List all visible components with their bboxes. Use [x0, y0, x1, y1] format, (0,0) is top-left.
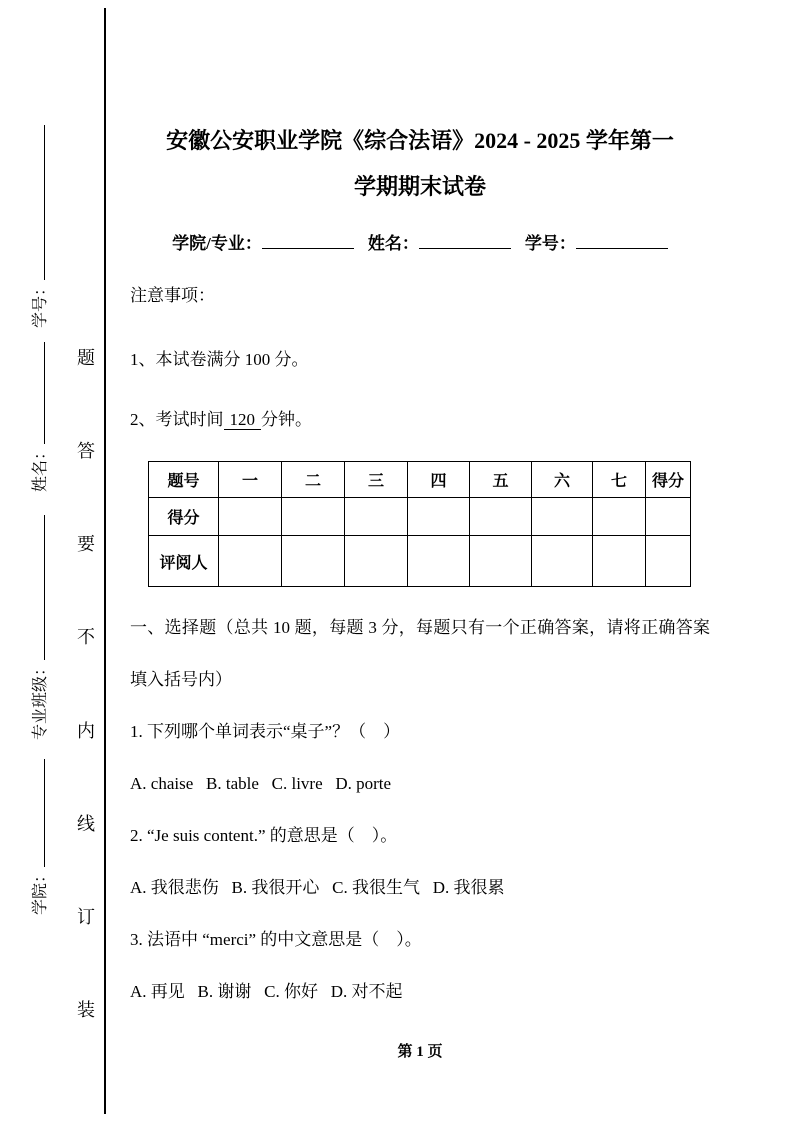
binding-char: 不 — [77, 627, 95, 648]
binding-char: 题 — [77, 348, 95, 368]
reviewer-cell-empty — [532, 536, 593, 587]
margin-class-fill-line — [29, 515, 45, 660]
score-table-header-cell: 四 — [408, 462, 470, 498]
question-1-options: A. chaise B. table C. livre D. porte — [130, 774, 392, 793]
margin-field-student-id-label: 学号： — [32, 279, 49, 328]
score-cell-empty — [282, 498, 345, 536]
binding-char: 订 — [77, 906, 95, 927]
score-table-header-cell: 题号 — [149, 462, 219, 498]
notice-item-2-prefix: 2、考试时间 — [130, 410, 224, 429]
score-table-header-cell: 二 — [282, 462, 345, 498]
binding-char: 要 — [77, 534, 95, 555]
binding-char: 答 — [77, 441, 95, 462]
score-table-score-row — [149, 498, 691, 536]
margin-field-name — [29, 342, 51, 492]
header-form-line — [130, 232, 710, 256]
reviewer-cell-empty — [593, 536, 646, 587]
question-3-prompt: 3. 法语中 “merci” 的中文意思是（ ）。 — [130, 930, 422, 949]
reviewer-cell-empty — [282, 536, 345, 587]
score-table-header-cell: 得分 — [646, 462, 691, 498]
score-cell-empty — [219, 498, 282, 536]
question-2-options: A. 我很悲伤 B. 我很开心 C. 我很生气 D. 我很累 — [130, 878, 505, 897]
question-1-prompt: 1. 下列哪个单词表示“桌子”？（ ） — [130, 722, 401, 741]
reviewer-cell-empty — [219, 536, 282, 587]
margin-field-name-label: 姓名： — [32, 443, 49, 492]
score-table-header-cell: 六 — [532, 462, 593, 498]
binding-char: 线 — [77, 813, 95, 834]
margin-field-class-label: 专业班级： — [32, 659, 49, 740]
name-fill-line — [419, 232, 511, 249]
margin-student-id-fill-line — [29, 125, 45, 280]
binding-notice-text — [75, 344, 97, 1022]
reviewer-cell-empty — [408, 536, 470, 587]
section-1-heading: 一、选择题（总共 10 题，每题 3 分，每题只有一个正确答案，请将正确答案填入括号内） — [130, 618, 710, 689]
margin-name-fill-line — [29, 342, 45, 444]
score-table-header-cell: 七 — [593, 462, 646, 498]
page-footer: 第 1 页 — [397, 1044, 443, 1060]
reviewer-row-label: 评阅人 — [149, 536, 219, 587]
score-cell-empty — [593, 498, 646, 536]
margin-field-college — [29, 759, 51, 915]
notice-item-1: 1、本试卷满分 100 分。 — [130, 350, 309, 369]
notice-item-2 — [130, 408, 312, 432]
score-table-header-row — [149, 462, 691, 498]
score-cell-empty — [408, 498, 470, 536]
score-table-header-cell: 一 — [219, 462, 282, 498]
binding-char: 内 — [77, 720, 95, 741]
margin-college-fill-line — [29, 759, 45, 867]
score-cell-empty — [646, 498, 691, 536]
exam-title-line1: 安徽公安职业学院《综合法语》2024 - 2025 学年第一 — [166, 128, 674, 153]
score-table-header-cell: 三 — [345, 462, 408, 498]
binding-line-rule — [104, 8, 106, 1114]
score-cell-empty — [532, 498, 593, 536]
name-label: 姓名： — [367, 234, 419, 253]
student-id-label: 学号： — [524, 234, 576, 253]
student-id-fill-line — [576, 232, 668, 249]
binding-char: 装 — [77, 999, 95, 1020]
question-2-prompt: 2. “Je suis content.” 的意思是（ ）。 — [130, 826, 398, 845]
exam-title-line2: 学期期末试卷 — [353, 174, 486, 199]
margin-field-student-id — [29, 125, 51, 328]
reviewer-cell-empty — [470, 536, 532, 587]
score-table — [148, 461, 691, 587]
margin-field-class — [29, 515, 51, 740]
score-table-header-cell: 五 — [470, 462, 532, 498]
score-cell-empty — [345, 498, 408, 536]
exam-duration-value: 120 — [224, 410, 262, 430]
dept-fill-line — [262, 232, 354, 249]
section-1 — [130, 602, 710, 1018]
reviewer-cell-empty — [345, 536, 408, 587]
question-3-options: A. 再见 B. 谢谢 C. 你好 D. 对不起 — [130, 982, 403, 1001]
score-table-reviewer-row — [149, 536, 691, 587]
exam-title — [130, 118, 710, 210]
notice-heading: 注意事项： — [130, 286, 215, 305]
score-cell-empty — [470, 498, 532, 536]
dept-label: 学院/专业： — [172, 234, 262, 253]
notice-item-2-suffix: 分钟。 — [261, 410, 312, 429]
reviewer-cell-empty — [646, 536, 691, 587]
margin-field-college-label: 学院： — [32, 866, 49, 915]
score-row-label: 得分 — [149, 498, 219, 536]
